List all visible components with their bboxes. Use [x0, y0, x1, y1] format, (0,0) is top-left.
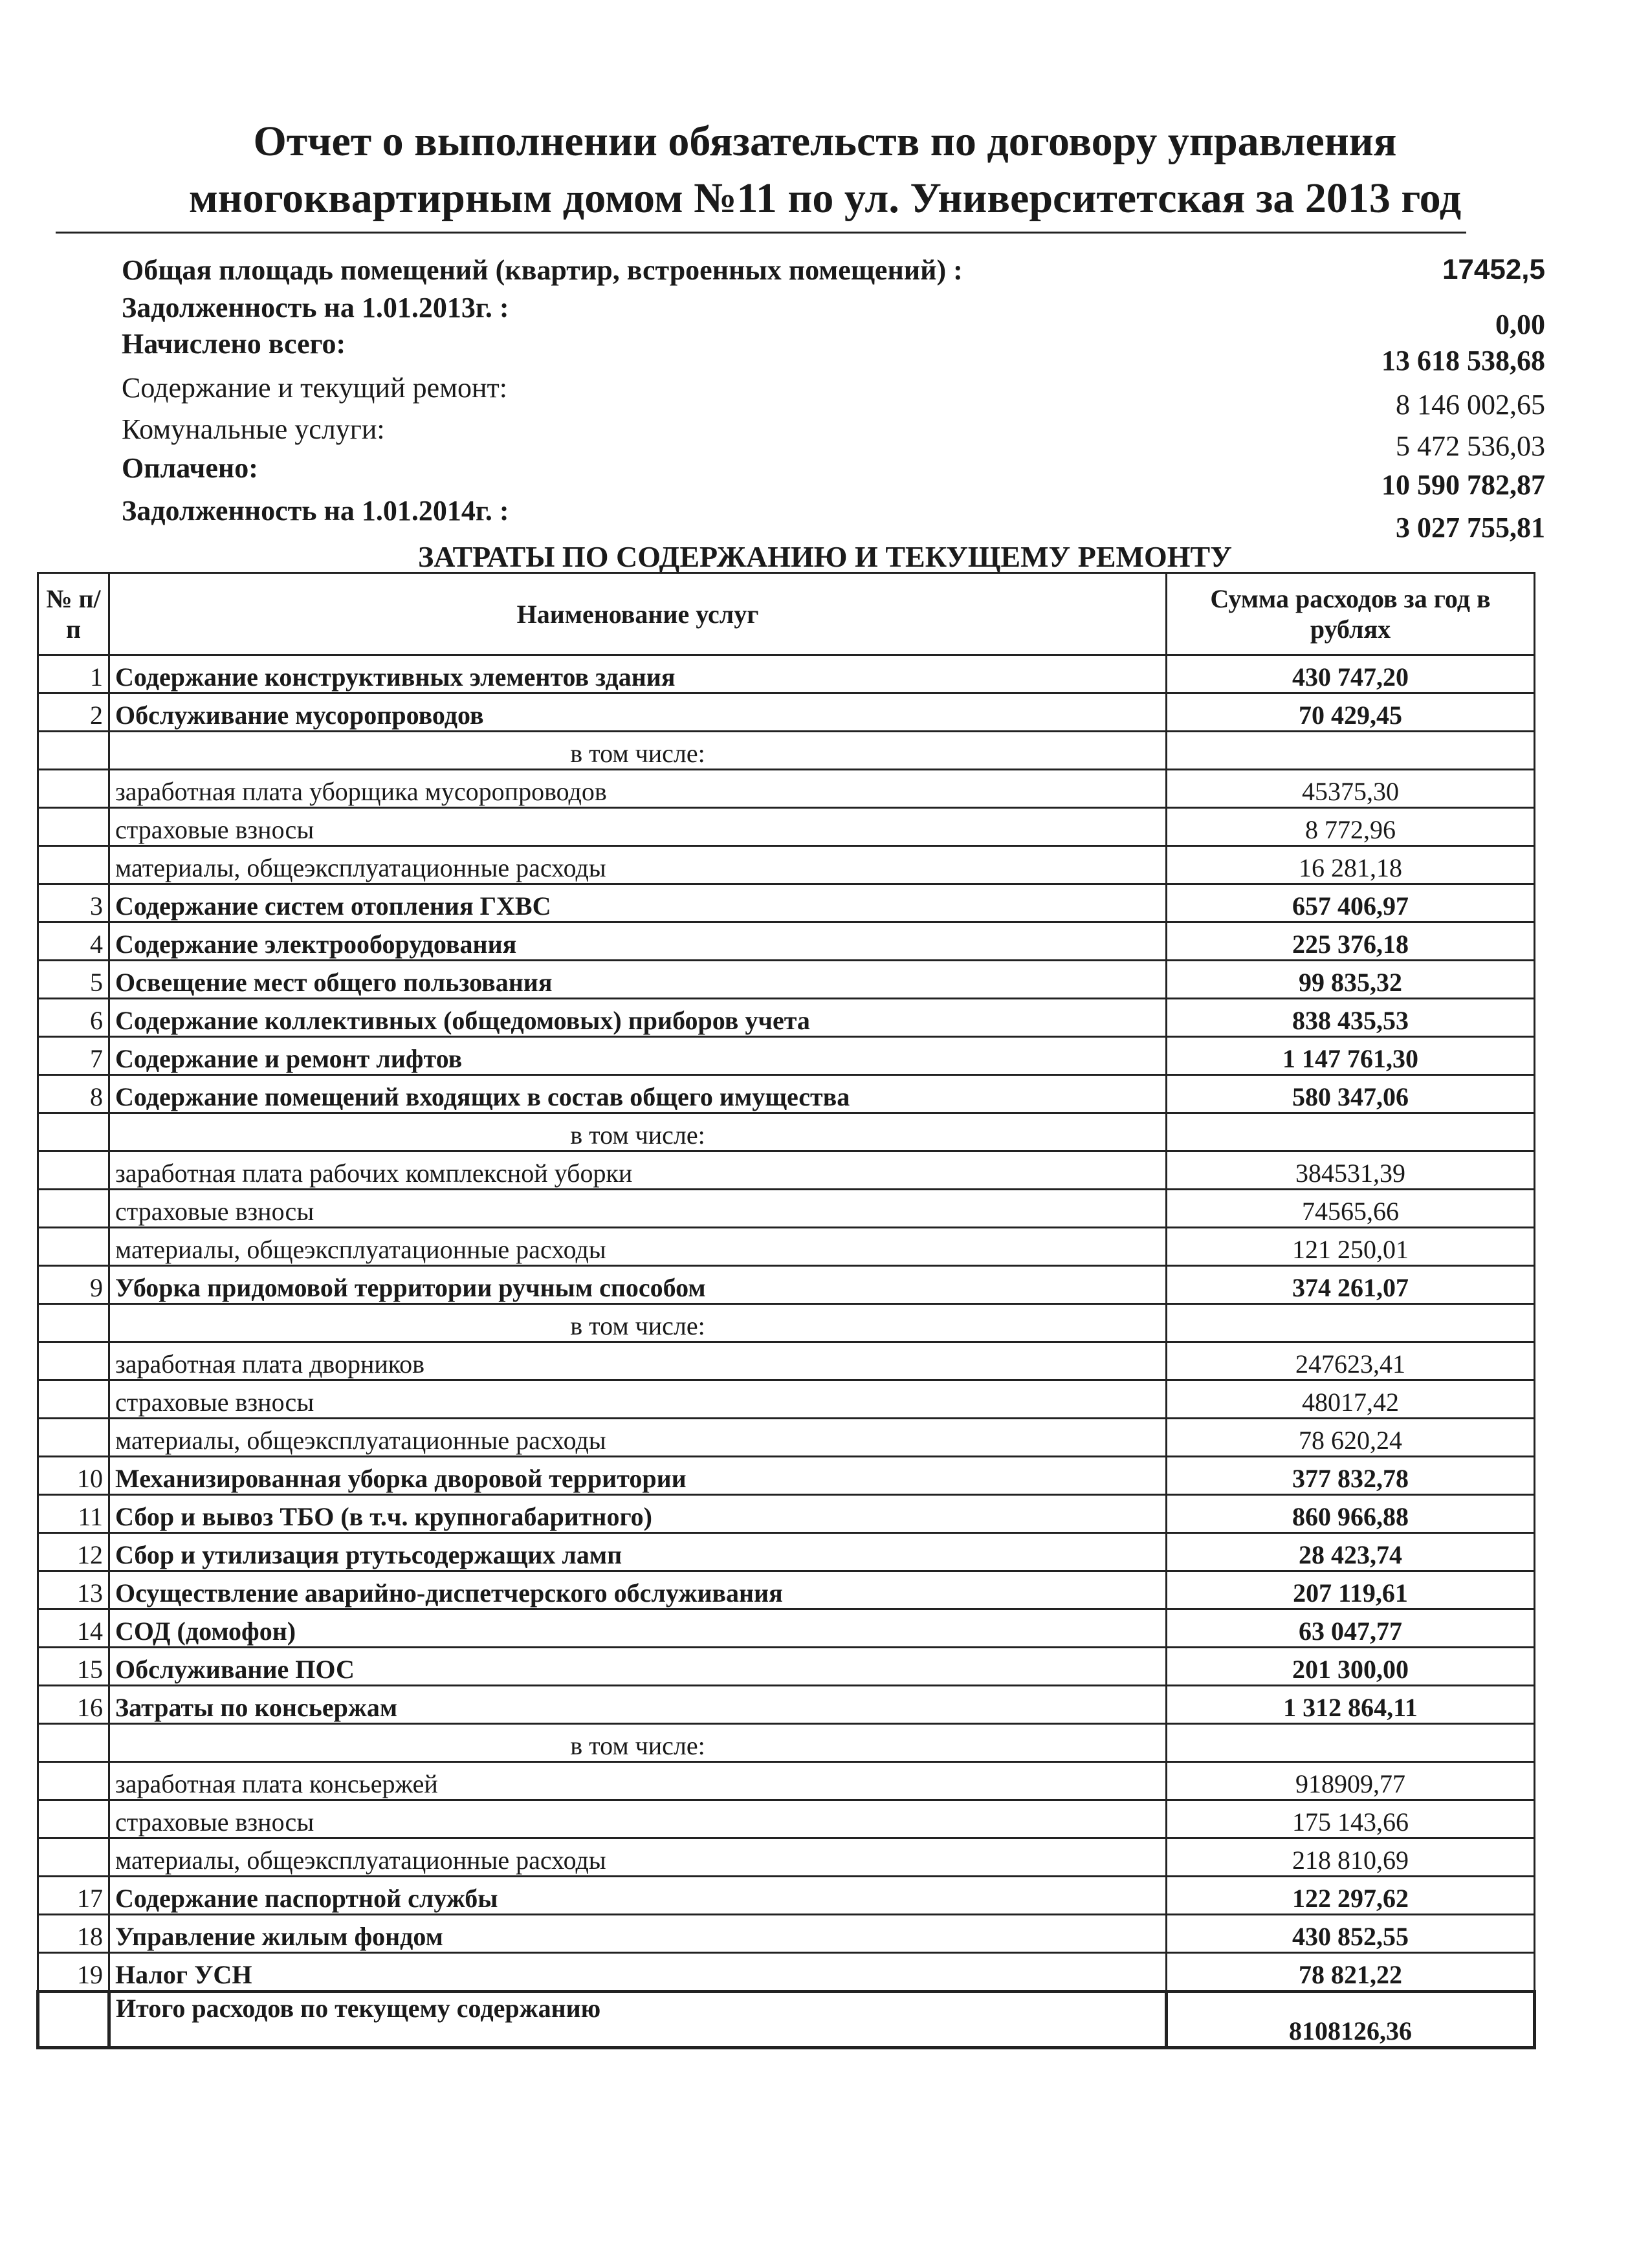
row-sum: 384531,39: [1167, 1151, 1535, 1190]
row-name: Налог УСН: [109, 1953, 1167, 1992]
row-number: 5: [38, 961, 109, 999]
table-row: [38, 1686, 1535, 1724]
document-title: [0, 113, 1650, 227]
row-name: Обслуживание мусоропроводов: [109, 693, 1167, 732]
summary-value: 17452,5: [1442, 254, 1545, 285]
row-number: 18: [38, 1915, 109, 1953]
row-sum: 201 300,00: [1167, 1648, 1535, 1686]
summary-label: Комунальные услуги:: [122, 413, 385, 445]
row-sum: 860 966,88: [1167, 1495, 1535, 1533]
row-number: 8: [38, 1075, 109, 1113]
row-sum: [1167, 732, 1535, 770]
row-name: Содержание коллективных (общедомовых) приборов учета: [109, 999, 1167, 1037]
table-row: [38, 1037, 1535, 1075]
row-name: Содержание конструктивных элементов здания: [109, 655, 1167, 693]
row-name: Содержание помещений входящих в состав общего имущества: [109, 1075, 1167, 1113]
table-header-row: [38, 573, 1535, 655]
row-sum: 918909,77: [1167, 1762, 1535, 1800]
total-number-cell: [38, 1992, 109, 2048]
summary-label: Оплачено:: [122, 452, 258, 484]
table-subrow: [38, 1228, 1535, 1266]
table-subrow: [38, 1190, 1535, 1228]
table-row: [38, 1266, 1535, 1304]
row-sum: 247623,41: [1167, 1342, 1535, 1380]
row-number: [38, 1762, 109, 1800]
table-row: [38, 884, 1535, 922]
row-number: 7: [38, 1037, 109, 1075]
row-sum: 1 312 864,11: [1167, 1686, 1535, 1724]
summary-value: 13 618 538,68: [1381, 345, 1545, 376]
row-number: 16: [38, 1686, 109, 1724]
row-number: 2: [38, 693, 109, 732]
row-sum: 121 250,01: [1167, 1228, 1535, 1266]
row-name: Затраты по консьержам: [109, 1686, 1167, 1724]
row-sum: [1167, 1724, 1535, 1762]
row-sum: 48017,42: [1167, 1380, 1535, 1419]
row-sum: 430 852,55: [1167, 1915, 1535, 1953]
table-subrow: [38, 1380, 1535, 1419]
expenses-table: [36, 572, 1536, 2049]
row-sum: 28 423,74: [1167, 1533, 1535, 1571]
table-subheader-row: [38, 732, 1535, 770]
summary-value: 5 472 536,03: [1396, 430, 1545, 462]
row-number: 4: [38, 922, 109, 961]
row-name: материалы, общеэксплуатационные расходы: [109, 846, 1167, 884]
row-number: [38, 1800, 109, 1838]
row-name: материалы, общеэксплуатационные расходы: [109, 1228, 1167, 1266]
row-number: 6: [38, 999, 109, 1037]
table-row: [38, 1953, 1535, 1992]
row-sum: 99 835,32: [1167, 961, 1535, 999]
title-underline: [56, 232, 1466, 234]
row-number: 17: [38, 1877, 109, 1915]
row-number: [38, 1151, 109, 1190]
row-name: СОД (домофон): [109, 1609, 1167, 1648]
row-name: Управление жилым фондом: [109, 1915, 1167, 1953]
table-row: [38, 1648, 1535, 1686]
table-row: [38, 1571, 1535, 1609]
row-number: [38, 1838, 109, 1877]
table-subrow: [38, 1419, 1535, 1457]
table-subrow: [38, 1838, 1535, 1877]
row-sum: 374 261,07: [1167, 1266, 1535, 1304]
table-subrow: [38, 1151, 1535, 1190]
row-number: 19: [38, 1953, 109, 1992]
row-name: Механизированная уборка дворовой территории: [109, 1457, 1167, 1495]
summary-value: 10 590 782,87: [1381, 469, 1545, 501]
row-number: 9: [38, 1266, 109, 1304]
row-number: [38, 1724, 109, 1762]
table-row: [38, 999, 1535, 1037]
row-number: [38, 770, 109, 808]
table-subrow: [38, 846, 1535, 884]
row-sum: 225 376,18: [1167, 922, 1535, 961]
table-subrow: [38, 1762, 1535, 1800]
summary-value: 3 027 755,81: [1396, 512, 1545, 543]
table-body: [38, 655, 1535, 1992]
row-name: заработная плата рабочих комплексной уборки: [109, 1151, 1167, 1190]
row-sum: 63 047,77: [1167, 1609, 1535, 1648]
row-sum: 78 821,22: [1167, 1953, 1535, 1992]
row-number: 10: [38, 1457, 109, 1495]
table-row: [38, 1075, 1535, 1113]
table-subheader-row: [38, 1113, 1535, 1151]
table-row: [38, 1915, 1535, 1953]
row-sum: 74565,66: [1167, 1190, 1535, 1228]
row-number: 15: [38, 1648, 109, 1686]
table-subrow: [38, 770, 1535, 808]
row-number: 3: [38, 884, 109, 922]
row-name: Осуществление аварийно-диспетчерского обслуживания: [109, 1571, 1167, 1609]
table-subrow: [38, 1342, 1535, 1380]
row-name: в том числе:: [109, 1113, 1167, 1151]
row-name: заработная плата дворников: [109, 1342, 1167, 1380]
column-header-number: № п/п: [38, 573, 109, 655]
column-header-name: Наименование услуг: [109, 573, 1167, 655]
row-sum: [1167, 1113, 1535, 1151]
row-number: [38, 1380, 109, 1419]
row-sum: 122 297,62: [1167, 1877, 1535, 1915]
table-row: [38, 1533, 1535, 1571]
summary-row: [122, 494, 1545, 543]
summary-label: Задолженность на 1.01.2013г. :: [122, 292, 509, 323]
row-number: [38, 1304, 109, 1342]
table-row: [38, 1495, 1535, 1533]
row-number: [38, 1228, 109, 1266]
total-value: 8108126,36: [1167, 1992, 1535, 2048]
row-sum: 218 810,69: [1167, 1838, 1535, 1877]
summary-value: 0,00: [1495, 309, 1545, 340]
row-number: [38, 1342, 109, 1380]
row-sum: 580 347,06: [1167, 1075, 1535, 1113]
row-name: Содержание электрооборудования: [109, 922, 1167, 961]
row-name: страховые взносы: [109, 1800, 1167, 1838]
row-number: [38, 732, 109, 770]
summary-label: Начислено всего:: [122, 328, 346, 360]
row-number: 14: [38, 1609, 109, 1648]
row-name: страховые взносы: [109, 1190, 1167, 1228]
row-sum: [1167, 1304, 1535, 1342]
summary-value: 8 146 002,65: [1396, 389, 1545, 420]
row-sum: 70 429,45: [1167, 693, 1535, 732]
total-label: Итого расходов по текущему содержанию: [109, 1992, 1167, 2048]
table-subrow: [38, 1800, 1535, 1838]
row-sum: 1 147 761,30: [1167, 1037, 1535, 1075]
row-name: Уборка придомовой территории ручным способом: [109, 1266, 1167, 1304]
title-line-2: многоквартирным домом №11 по ул. Университетская за 2013 год: [188, 175, 1462, 222]
row-name: Содержание паспортной службы: [109, 1877, 1167, 1915]
row-name: Освещение мест общего пользования: [109, 961, 1167, 999]
row-sum: 8 772,96: [1167, 808, 1535, 846]
summary-label: Общая площадь помещений (квартир, встроенных помещений) :: [122, 254, 963, 286]
row-sum: 78 620,24: [1167, 1419, 1535, 1457]
row-number: [38, 1113, 109, 1151]
row-name: материалы, общеэксплуатационные расходы: [109, 1838, 1167, 1877]
row-name: материалы, общеэксплуатационные расходы: [109, 1419, 1167, 1457]
title-line-1: Отчет о выполнении обязательств по договору управления: [253, 118, 1397, 165]
table-row: [38, 1877, 1535, 1915]
summary-label: Содержание и текущий ремонт:: [122, 372, 507, 404]
column-header-sum: Сумма расходов за год в рублях: [1167, 573, 1535, 655]
row-name: Сбор и утилизация ртутьсодержащих ламп: [109, 1533, 1167, 1571]
row-name: Содержание систем отопления ГХВС: [109, 884, 1167, 922]
row-number: 11: [38, 1495, 109, 1533]
row-name: страховые взносы: [109, 1380, 1167, 1419]
table-row: [38, 655, 1535, 693]
total-row: [38, 1992, 1535, 2048]
row-number: [38, 1190, 109, 1228]
row-sum: 838 435,53: [1167, 999, 1535, 1037]
table-row: [38, 922, 1535, 961]
table-row: [38, 961, 1535, 999]
row-number: [38, 808, 109, 846]
table-subheader-row: [38, 1304, 1535, 1342]
summary-row: [122, 371, 1545, 420]
table-row: [38, 1457, 1535, 1495]
table-row: [38, 1609, 1535, 1648]
table-subheader-row: [38, 1724, 1535, 1762]
row-name: в том числе:: [109, 732, 1167, 770]
row-name: Обслуживание ПОС: [109, 1648, 1167, 1686]
row-name: в том числе:: [109, 1724, 1167, 1762]
row-sum: 16 281,18: [1167, 846, 1535, 884]
row-sum: 175 143,66: [1167, 1800, 1535, 1838]
row-number: [38, 1419, 109, 1457]
summary-label: Задолженность на 1.01.2014г. :: [122, 495, 509, 527]
row-number: 13: [38, 1571, 109, 1609]
table-row: [38, 693, 1535, 732]
row-name: в том числе:: [109, 1304, 1167, 1342]
row-name: заработная плата уборщика мусоропроводов: [109, 770, 1167, 808]
row-sum: 207 119,61: [1167, 1571, 1535, 1609]
table-subrow: [38, 808, 1535, 846]
row-number: 12: [38, 1533, 109, 1571]
summary-row: [122, 452, 1545, 501]
row-number: 1: [38, 655, 109, 693]
section-title: ЗАТРАТЫ ПО СОДЕРЖАНИЮ И ТЕКУЩЕМУ РЕМОНТУ: [418, 540, 1232, 573]
row-sum: 430 747,20: [1167, 655, 1535, 693]
row-name: Содержание и ремонт лифтов: [109, 1037, 1167, 1075]
row-sum: 657 406,97: [1167, 884, 1535, 922]
row-name: Сбор и вывоз ТБО (в т.ч. крупногабаритного): [109, 1495, 1167, 1533]
row-sum: 377 832,78: [1167, 1457, 1535, 1495]
row-name: заработная плата консьержей: [109, 1762, 1167, 1800]
row-sum: 45375,30: [1167, 770, 1535, 808]
row-name: страховые взносы: [109, 808, 1167, 846]
summary-row: [122, 327, 1545, 376]
row-number: [38, 846, 109, 884]
